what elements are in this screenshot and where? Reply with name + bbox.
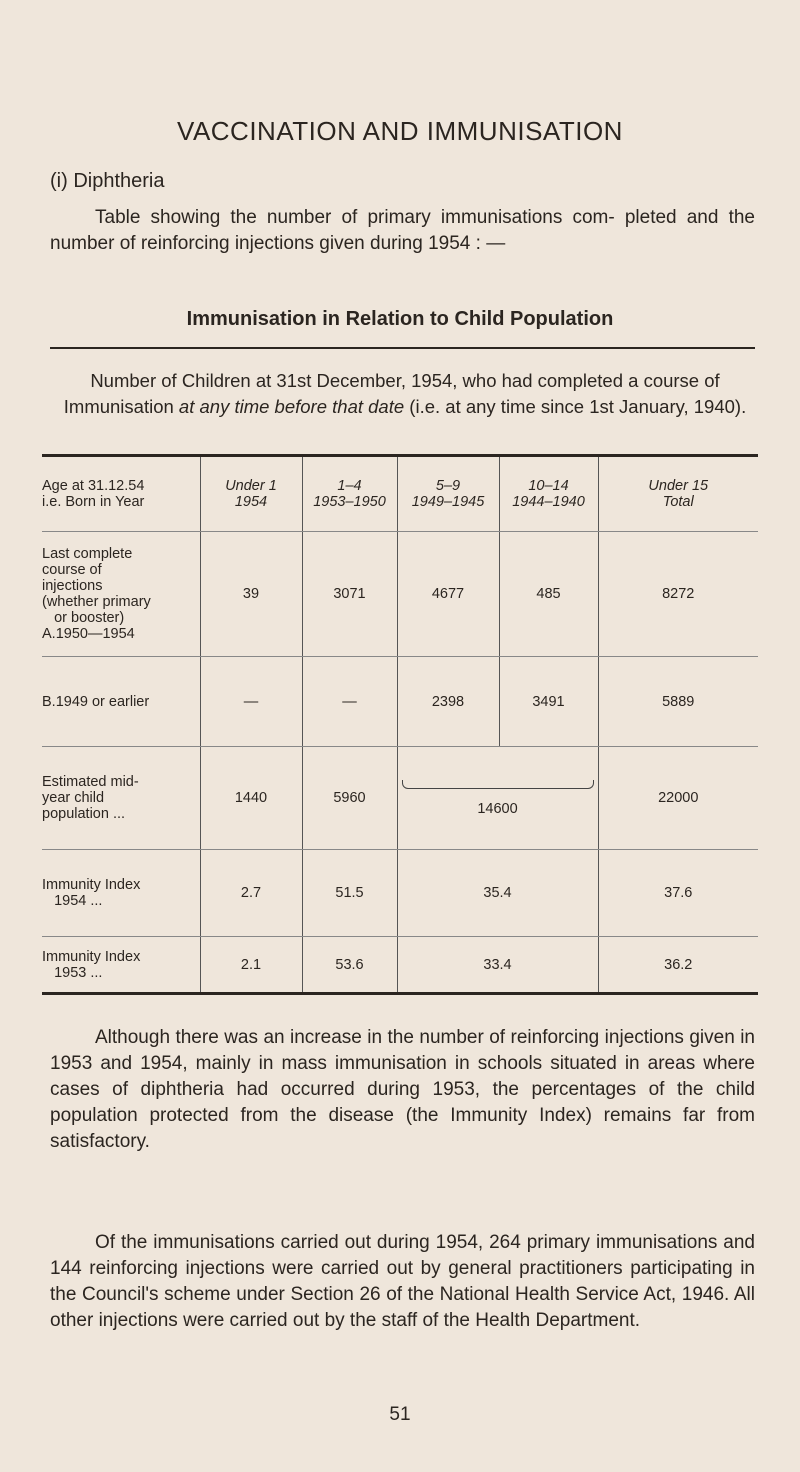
cell: 5960 [302,747,397,850]
cell: — [302,657,397,747]
brace-icon [402,780,594,789]
page-title: VACCINATION AND IMMUNISATION [177,116,623,146]
table-header-row [42,456,758,532]
cell: 37.6 [598,850,758,937]
caption-text: Number of Children at 31st December, 1954, who had completed a course of Immunisation [63,370,720,417]
header-label: Age at 31.12.54 i.e. Born in Year [42,456,200,532]
table-row-estimated [42,747,758,850]
row-label: Last complete course of injections (whether primary or booster) A.1950—1954 [42,532,200,657]
table-row-index-1953 [42,937,758,994]
table-row-a [42,532,758,657]
cell: 8272 [598,532,758,657]
cell: 2.1 [200,937,302,994]
cell: 53.6 [302,937,397,994]
divider [50,347,755,349]
row-label: B.1949 or earlier [42,657,200,747]
col-header: Under 1 1954 [200,456,302,532]
body-paragraph: Although there was an increase in the number of reinforcing injections given in 1953 and 1954, mainly in mass immunisation in schools situated in areas where cases of diphtheria had occurred during 1953, the percentages of the child population protected from the disease (the Immunity Index) remains far from satisfactory. [50,1027,755,1152]
body-paragraph: Of the immunisations carried out during 1954, 264 primary immunisations and 144 reinforcing injections were carried out by general practitioners participating in the Council's scheme under Section 26 of the National Health Service Act, 1946. All other injections were carried out by the staff of the Health Department. [50,1232,755,1331]
table-caption [60,368,750,420]
merged-cell: 14600 [397,747,598,850]
cell: 51.5 [302,850,397,937]
subheading: Immunisation in Relation to Child Population [186,308,614,330]
col-header: 10–14 1944–1940 [499,456,598,532]
row-label: Immunity Index 1953 ... [42,948,141,981]
immunisation-table [42,454,758,995]
cell: 2.7 [200,850,302,937]
merged-cell: 33.4 [397,937,598,994]
page-number: 51 [389,1404,411,1425]
col-header: 5–9 1949–1945 [397,456,499,532]
intro-paragraph: Table showing the number of primary immunisations com- pleted and the number of reinforcing injections given during 1954 : — [50,207,755,254]
cell: — [200,657,302,747]
cell: 39 [200,532,302,657]
cell: 5889 [598,657,758,747]
cell: 4677 [397,532,499,657]
table-row-index-1954 [42,850,758,937]
cell: 2398 [397,657,499,747]
cell: 3071 [302,532,397,657]
cell: 36.2 [598,937,758,994]
caption-italic: at any time before that date [178,396,405,417]
row-label: Estimated mid- year child population ... [42,747,200,850]
col-header: Under 15 Total [598,456,758,532]
table-row-b [42,657,758,747]
cell: 1440 [200,747,302,850]
cell: 3491 [499,657,598,747]
caption-text-end: (i.e. at any time since 1st January, 1940). [404,396,747,417]
merged-cell: 35.4 [397,850,598,937]
row-label: Immunity Index 1954 ... [42,850,200,937]
section-heading: (i) Diphtheria [50,170,165,192]
cell: 22000 [598,747,758,850]
col-header: 1–4 1953–1950 [302,456,397,532]
cell: 485 [499,532,598,657]
